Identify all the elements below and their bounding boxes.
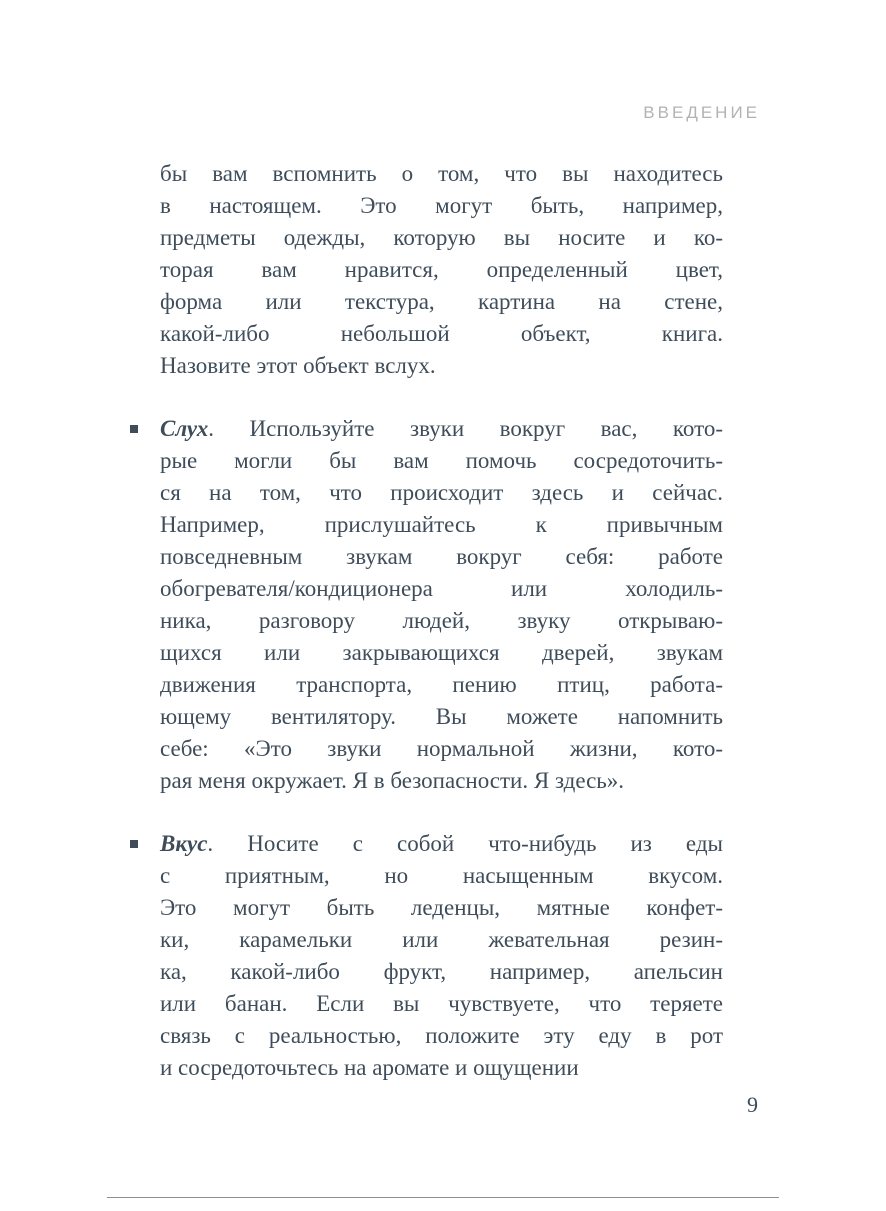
- text-line: в настоящем. Это могут быть, например,: [160, 193, 723, 218]
- text-line: рые могли бы вам помочь сосредоточить-: [160, 448, 723, 473]
- text-line: связь с реальностью, положите эту еду в рот: [160, 1023, 723, 1048]
- bullet-lead: Слух: [160, 416, 209, 441]
- running-head: ВВЕДЕНИЕ: [643, 103, 760, 122]
- page-number: 9: [747, 1092, 758, 1117]
- text-line: себе: «Это звуки нормальной жизни, кото-: [160, 736, 723, 761]
- text-line: рая меня окружает. Я в безопасности. Я здесь».: [160, 768, 625, 793]
- text-line: ка, какой-либо фрукт, например, апельсин: [160, 959, 723, 984]
- bullet-item: [160, 413, 723, 797]
- text-line: торая вам нравится, определенный цвет,: [160, 257, 723, 282]
- text-line: Слух. Используйте звуки вокруг вас, кото-: [160, 416, 723, 441]
- paragraph: [160, 158, 723, 382]
- text-line: щихся или закрывающихся дверей, звукам: [160, 640, 723, 665]
- bullet-lead: Вкус: [160, 831, 208, 856]
- text-line: бы вам вспомнить о том, что вы находитесь: [160, 161, 723, 186]
- text-line: Это могут быть леденцы, мятные конфет-: [160, 895, 723, 920]
- bullet-marker: [130, 425, 138, 433]
- page-content: [160, 158, 723, 1084]
- text-line: ника, разговору людей, звуку открываю-: [160, 608, 723, 633]
- text-line: с приятным, но насыщенным вкусом.: [160, 863, 723, 888]
- text-line: или банан. Если вы чувствуете, что теряете: [160, 991, 723, 1016]
- footer-rule: [107, 1197, 779, 1198]
- bullet-item: [160, 828, 723, 1084]
- text-line: и сосредоточьтесь на аромате и ощущении: [160, 1055, 579, 1080]
- text-line: Например, прислушайтесь к привычным: [160, 512, 723, 537]
- text-line: ся на том, что происходит здесь и сейчас.: [160, 480, 723, 505]
- text-line: ки, карамельки или жевательная резин-: [160, 927, 723, 952]
- text-line: предметы одежды, которую вы носите и ко-: [160, 225, 723, 250]
- text-line: повседневным звукам вокруг себя: работе: [160, 544, 723, 569]
- text-line: какой-либо небольшой объект, книга.: [160, 321, 723, 346]
- text-line: форма или текстура, картина на стене,: [160, 289, 723, 314]
- text-line: движения транспорта, пению птиц, работа-: [160, 672, 723, 697]
- text-line: обогревателя/кондиционера или холодиль-: [160, 576, 723, 601]
- text-line: Вкус. Носите с собой что-нибудь из еды: [160, 831, 723, 856]
- text-line: ющему вентилятору. Вы можете напомнить: [160, 704, 723, 729]
- text-line: Назовите этот объект вслух.: [160, 353, 436, 378]
- bullet-marker: [130, 840, 138, 848]
